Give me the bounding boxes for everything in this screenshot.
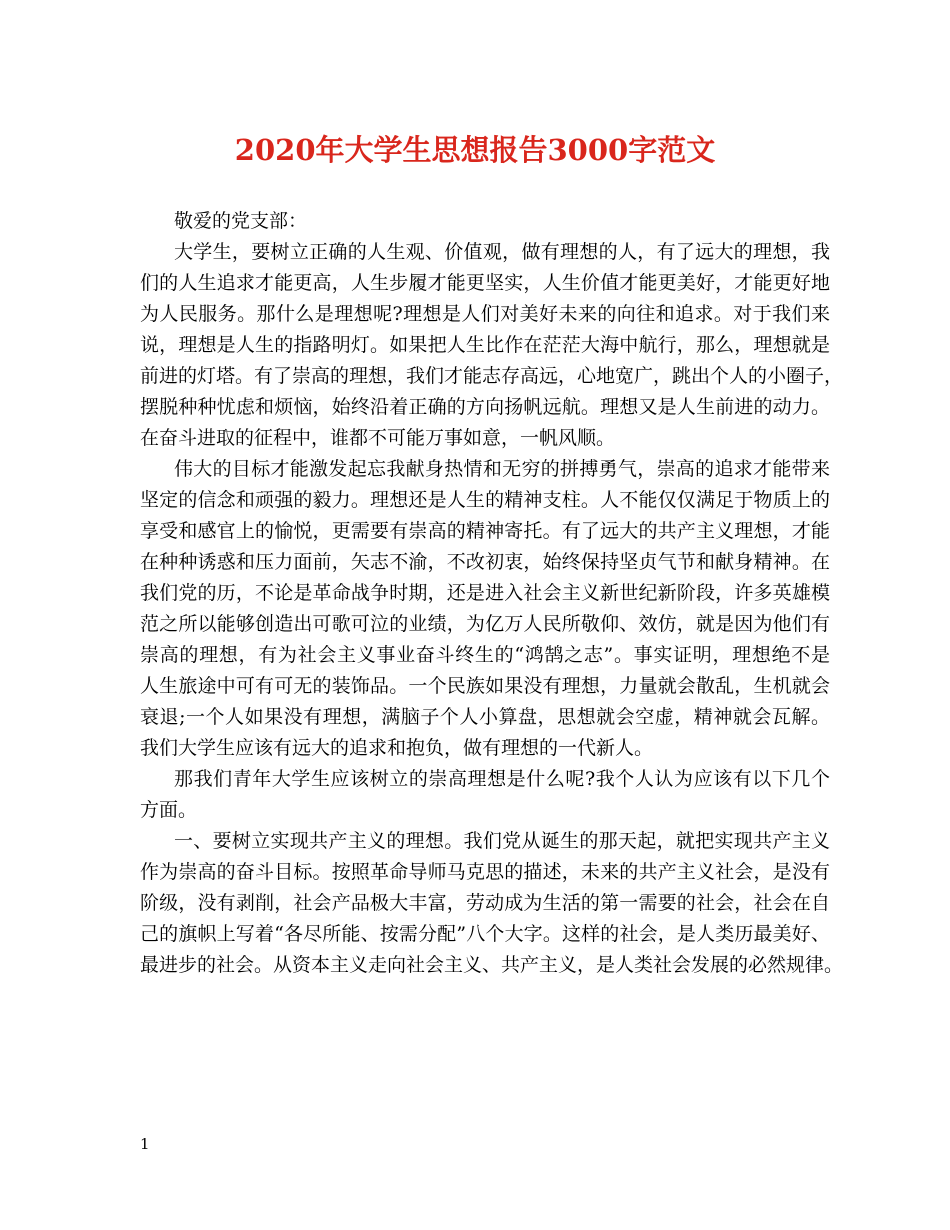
- text-line: 前进的灯塔。有了崇高的理想，我们才能志存高远，心地宽广，跳出个人的小圈子，: [140, 365, 844, 387]
- text-line: 摆脱种种忧虑和烦恼，始终沿着正确的方向扬帆远航。理想又是人生前进的动力。: [140, 396, 830, 418]
- text-line: 人生旅途中可有可无的装饰品。一个民族如果没有理想，力量就会散乱，生机就会: [140, 675, 830, 697]
- text-line: 我们党的历，不论是革命战争时期，还是进入社会主义新世纪新阶段，许多英雄模: [140, 582, 830, 604]
- text-line: 伟大的目标才能激发起忘我献身热情和无穷的拼搏勇气，崇高的追求才能带来: [174, 458, 830, 480]
- text-line: 一、要树立实现共产主义的理想。我们党从诞生的那天起，就把实现共产主义: [174, 830, 830, 852]
- salutation: 敬爱的党支部：: [174, 210, 308, 232]
- text-line: 方面。: [140, 799, 198, 821]
- text-line: 范之所以能够创造出可歌可泣的业绩，为亿万人民所敬仰、效仿，就是因为他们有: [140, 613, 830, 635]
- text-line: 享受和感官上的愉悦，更需要有崇高的精神寄托。有了远大的共产主义理想，才能: [140, 520, 830, 542]
- text-line: 己的旗帜上写着“各尽所能、按需分配”八个大字。这样的社会，是人类历最美好、: [140, 923, 830, 945]
- text-line: 最进步的社会。从资本主义走向社会主义、共产主义，是人类社会发展的必然规律。: [140, 954, 844, 976]
- page-number: 1: [140, 1135, 150, 1153]
- text-line: 那我们青年大学生应该树立的崇高理想是什么呢?我个人认为应该有以下几个: [174, 768, 830, 790]
- text-line: 大学生，要树立正确的人生观、价值观，做有理想的人，有了远大的理想，我: [174, 241, 830, 263]
- text-line: 坚定的信念和顽强的毅力。理想还是人生的精神支柱。人不能仅仅满足于物质上的: [140, 489, 830, 511]
- page-title: 2020年大学生思想报告3000字范文: [234, 133, 716, 167]
- text-line: 作为崇高的奋斗目标。按照革命导师马克思的描述，未来的共产主义社会，是没有: [140, 861, 830, 883]
- text-line: 在种种诱惑和压力面前，矢志不渝，不改初衷，始终保持坚贞气节和献身精神。在: [140, 551, 830, 573]
- body-text: [140, 237, 844, 981]
- text-line: 在奋斗进取的征程中，谁都不可能万事如意，一帆风顺。: [140, 427, 616, 449]
- text-line: 说，理想是人生的指路明灯。如果把人生比作在茫茫大海中航行，那么，理想就是: [140, 334, 830, 356]
- text-line: 们的人生追求才能更高，人生步履才能更坚实，人生价值才能更美好，才能更好地: [140, 272, 830, 294]
- text-line: 我们大学生应该有远大的追求和抱负，做有理想的一代新人。: [140, 737, 654, 759]
- text-line: 衰退;一个人如果没有理想，满脑子个人小算盘，思想就会空虚，精神就会瓦解。: [140, 706, 830, 728]
- text-line: 阶级，没有剥削，社会产品极大丰富，劳动成为生活的第一需要的社会，社会在自: [140, 892, 830, 914]
- text-line: 为人民服务。那什么是理想呢?理想是人们对美好未来的向往和追求。对于我们来: [140, 303, 830, 325]
- text-line: 崇高的理想，有为社会主义事业奋斗终生的“鸿鹄之志”。事实证明，理想绝不是: [140, 644, 830, 666]
